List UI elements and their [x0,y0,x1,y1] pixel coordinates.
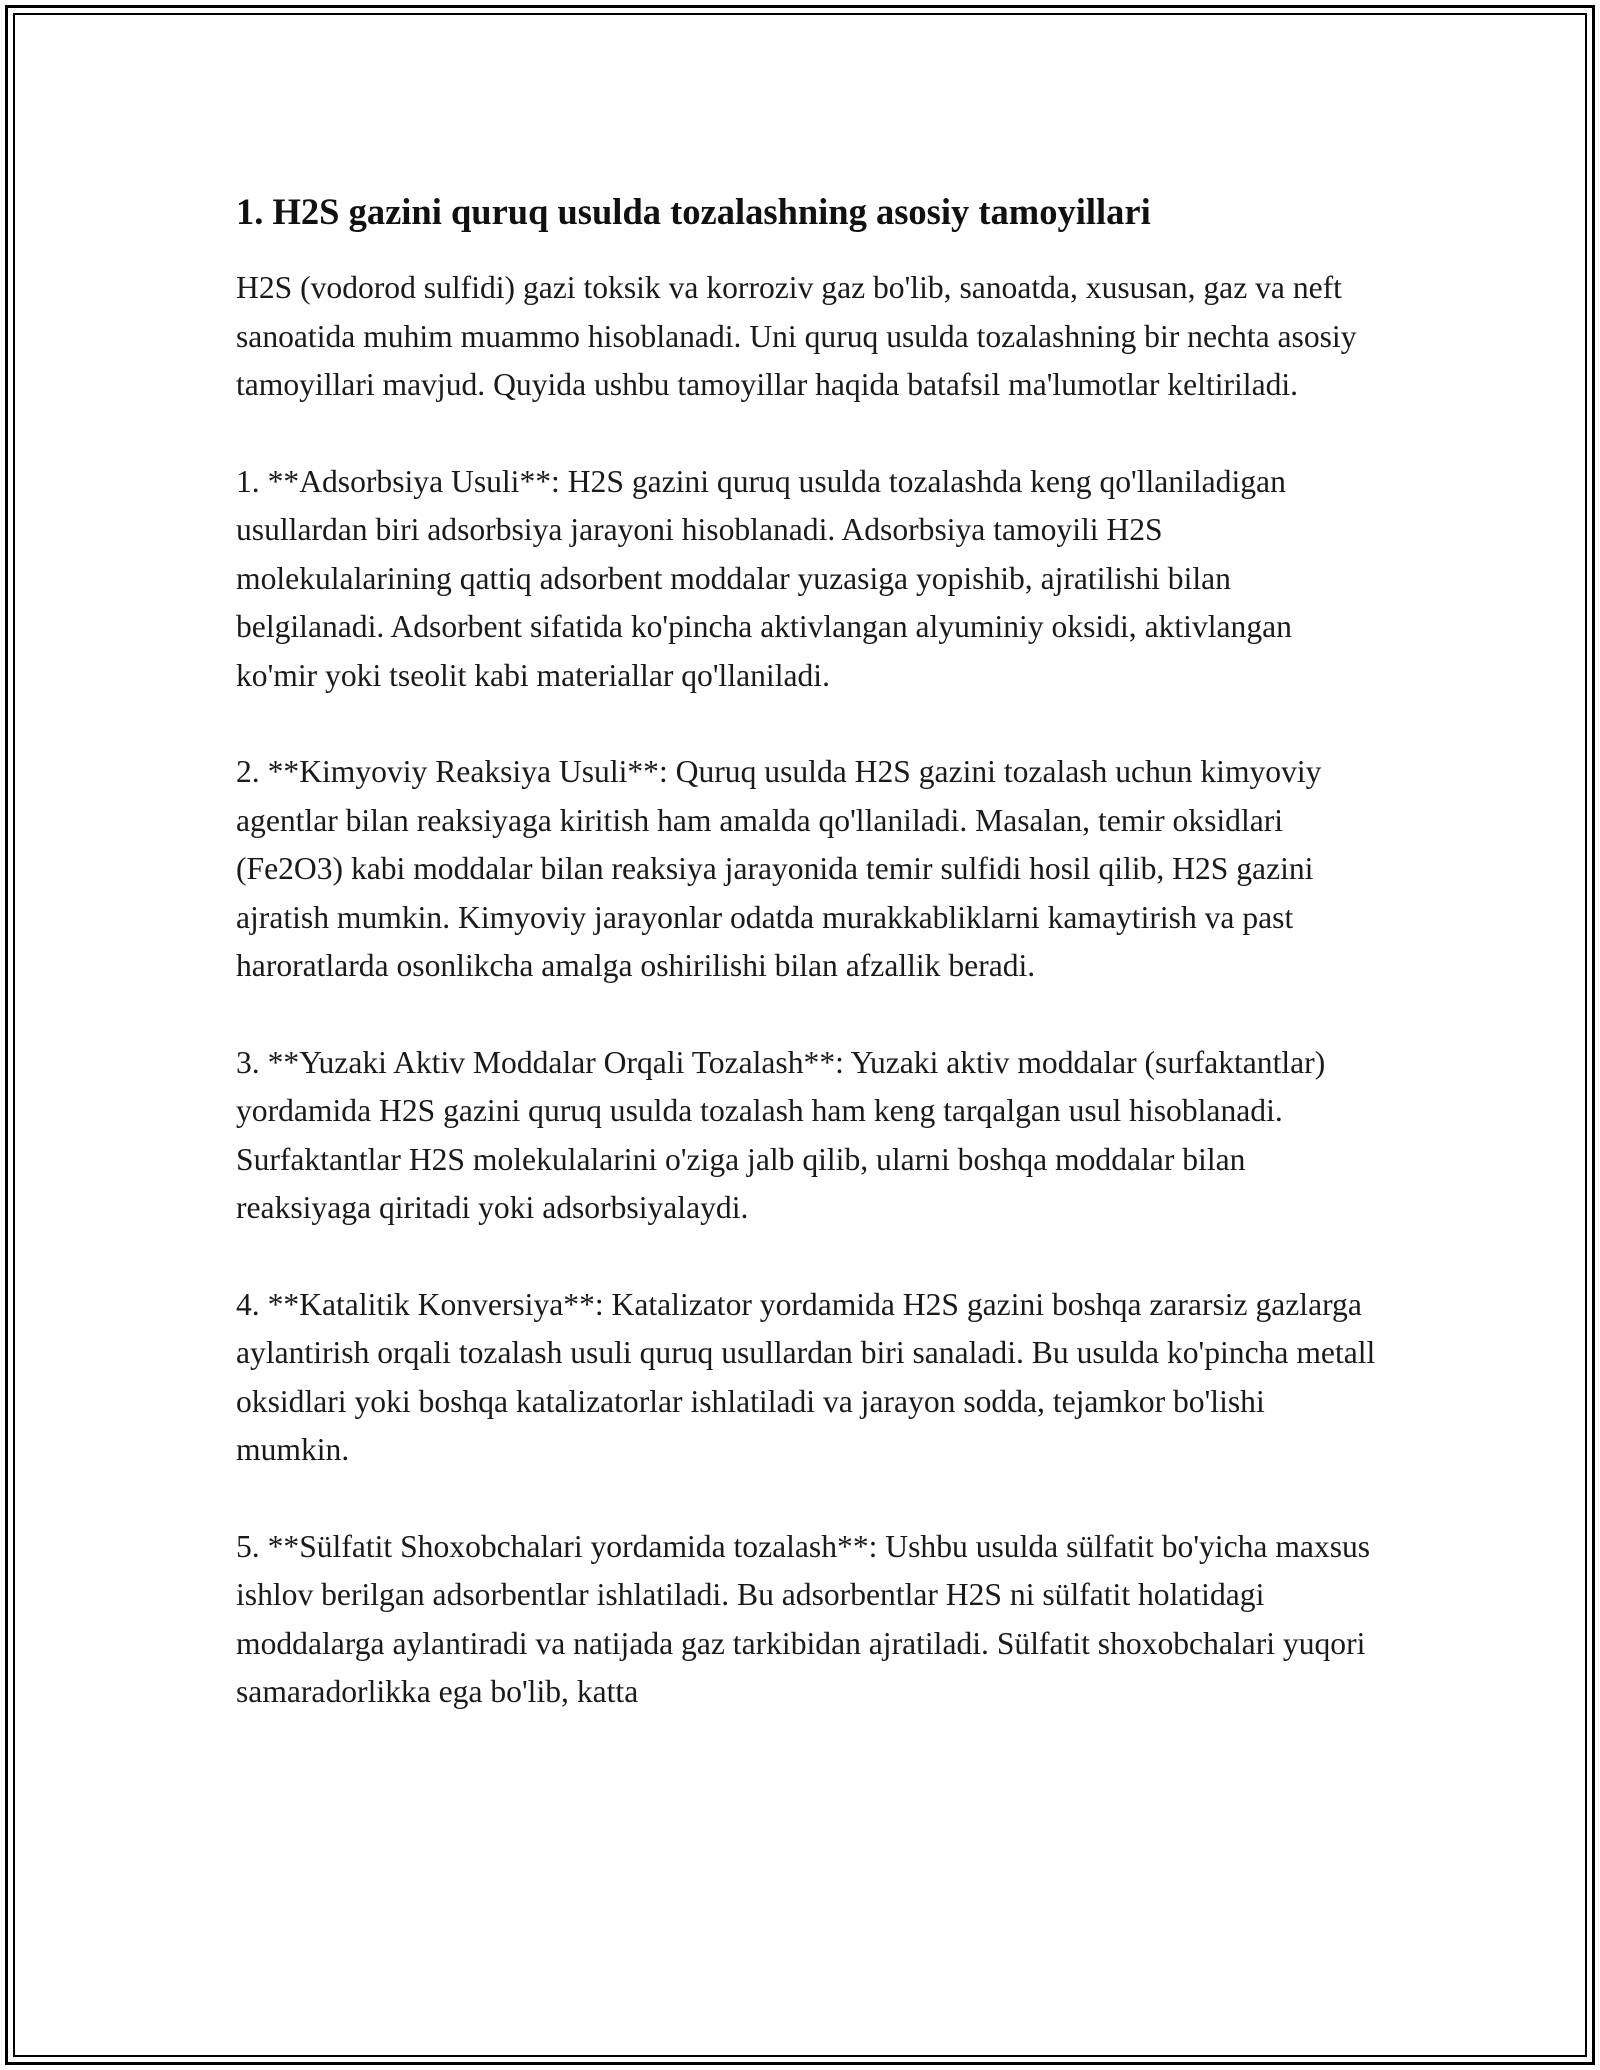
document-body [236,186,1376,1717]
paragraph-kimyoviy-reaksiya: 2. **Kimyoviy Reaksiya Usuli**: Quruq usulda H2S gazini tozalash uchun kimyoviy agentlar bilan reaksiyaga kiritish ham amalda qo'llaniladi. Masalan, temir oksidlari (Fe2O3) kabi moddalar bilan reaksiya jarayonida temir sulfidi hosil qilib, H2S gazini ajratish mumkin. Kimyoviy jarayonlar odatda murakkabliklarni kamaytirish va past haroratlarda osonlikcha amalga oshirilishi bilan afzallik beradi. [236,754,1322,983]
paragraph-katalitik-konversiya: 4. **Katalitik Konversiya**: Katalizator yordamida H2S gazini boshqa zararsiz gazlarga aylantirish orqali tozalash usuli quruq usullardan biri sanaladi. Bu usulda ko'pincha metall oksidlari yoki boshqa katalizatorlar ishlatiladi va jarayon sodda, tejamkor bo'lishi mumkin. [236,1286,1376,1467]
section-heading: 1. H2S gazini quruq usulda tozalashning asosiy tamoyillari [236,191,1151,232]
paragraph-sulfatit: 5. **Sülfatit Shoxobchalari yordamida tozalash**: Ushbu usulda sülfatit bo'yicha maxsus ishlov berilgan adsorbentlar ishlatiladi. Bu adsorbentlar H2S ni sülfatit holatidagi moddalarga aylantiradi va natijada gaz tarkibidan ajratiladi. Sülfatit shoxobchalari yuqori samaradorlikka ega bo'lib, katta [236,1528,1371,1709]
paragraph-yuzaki-aktiv: 3. **Yuzaki Aktiv Moddalar Orqali Tozalash**: Yuzaki aktiv moddalar (surfaktantlar) yordamida H2S gazini quruq usulda tozalash ham keng tarqalgan usul hisoblanadi. Surfaktantlar H2S molekulalarini o'ziga jalb qilib, ularni boshqa moddalar bilan reaksiyaga qiritadi yoki adsorbsiyalaydi. [236,1044,1326,1225]
intro-paragraph: H2S (vodorod sulfidi) gazi toksik va korroziv gaz bo'lib, sanoatda, xususan, gaz va neft sanoatida muhim muammo hisoblanadi. Uni quruq usulda tozalashning bir nechta asosiy tamoyillari mavjud. Quyida ushbu tamoyillar haqida batafsil ma'lumotlar keltiriladi. [236,270,1357,402]
paragraph-adsorbsiya: 1. **Adsorbsiya Usuli**: H2S gazini quruq usulda tozalashda keng qo'llaniladigan usullardan biri adsorbsiya jarayoni hisoblanadi. Adsorbsiya tamoyili H2S molekulalarining qattiq adsorbent moddalar yuzasiga yopishib, ajratilishi bilan belgilanadi. Adsorbent sifatida ko'pincha aktivlangan alyuminiy oksidi, aktivlangan ko'mir yoki tseolit kabi materiallar qo'llaniladi. [236,463,1292,693]
